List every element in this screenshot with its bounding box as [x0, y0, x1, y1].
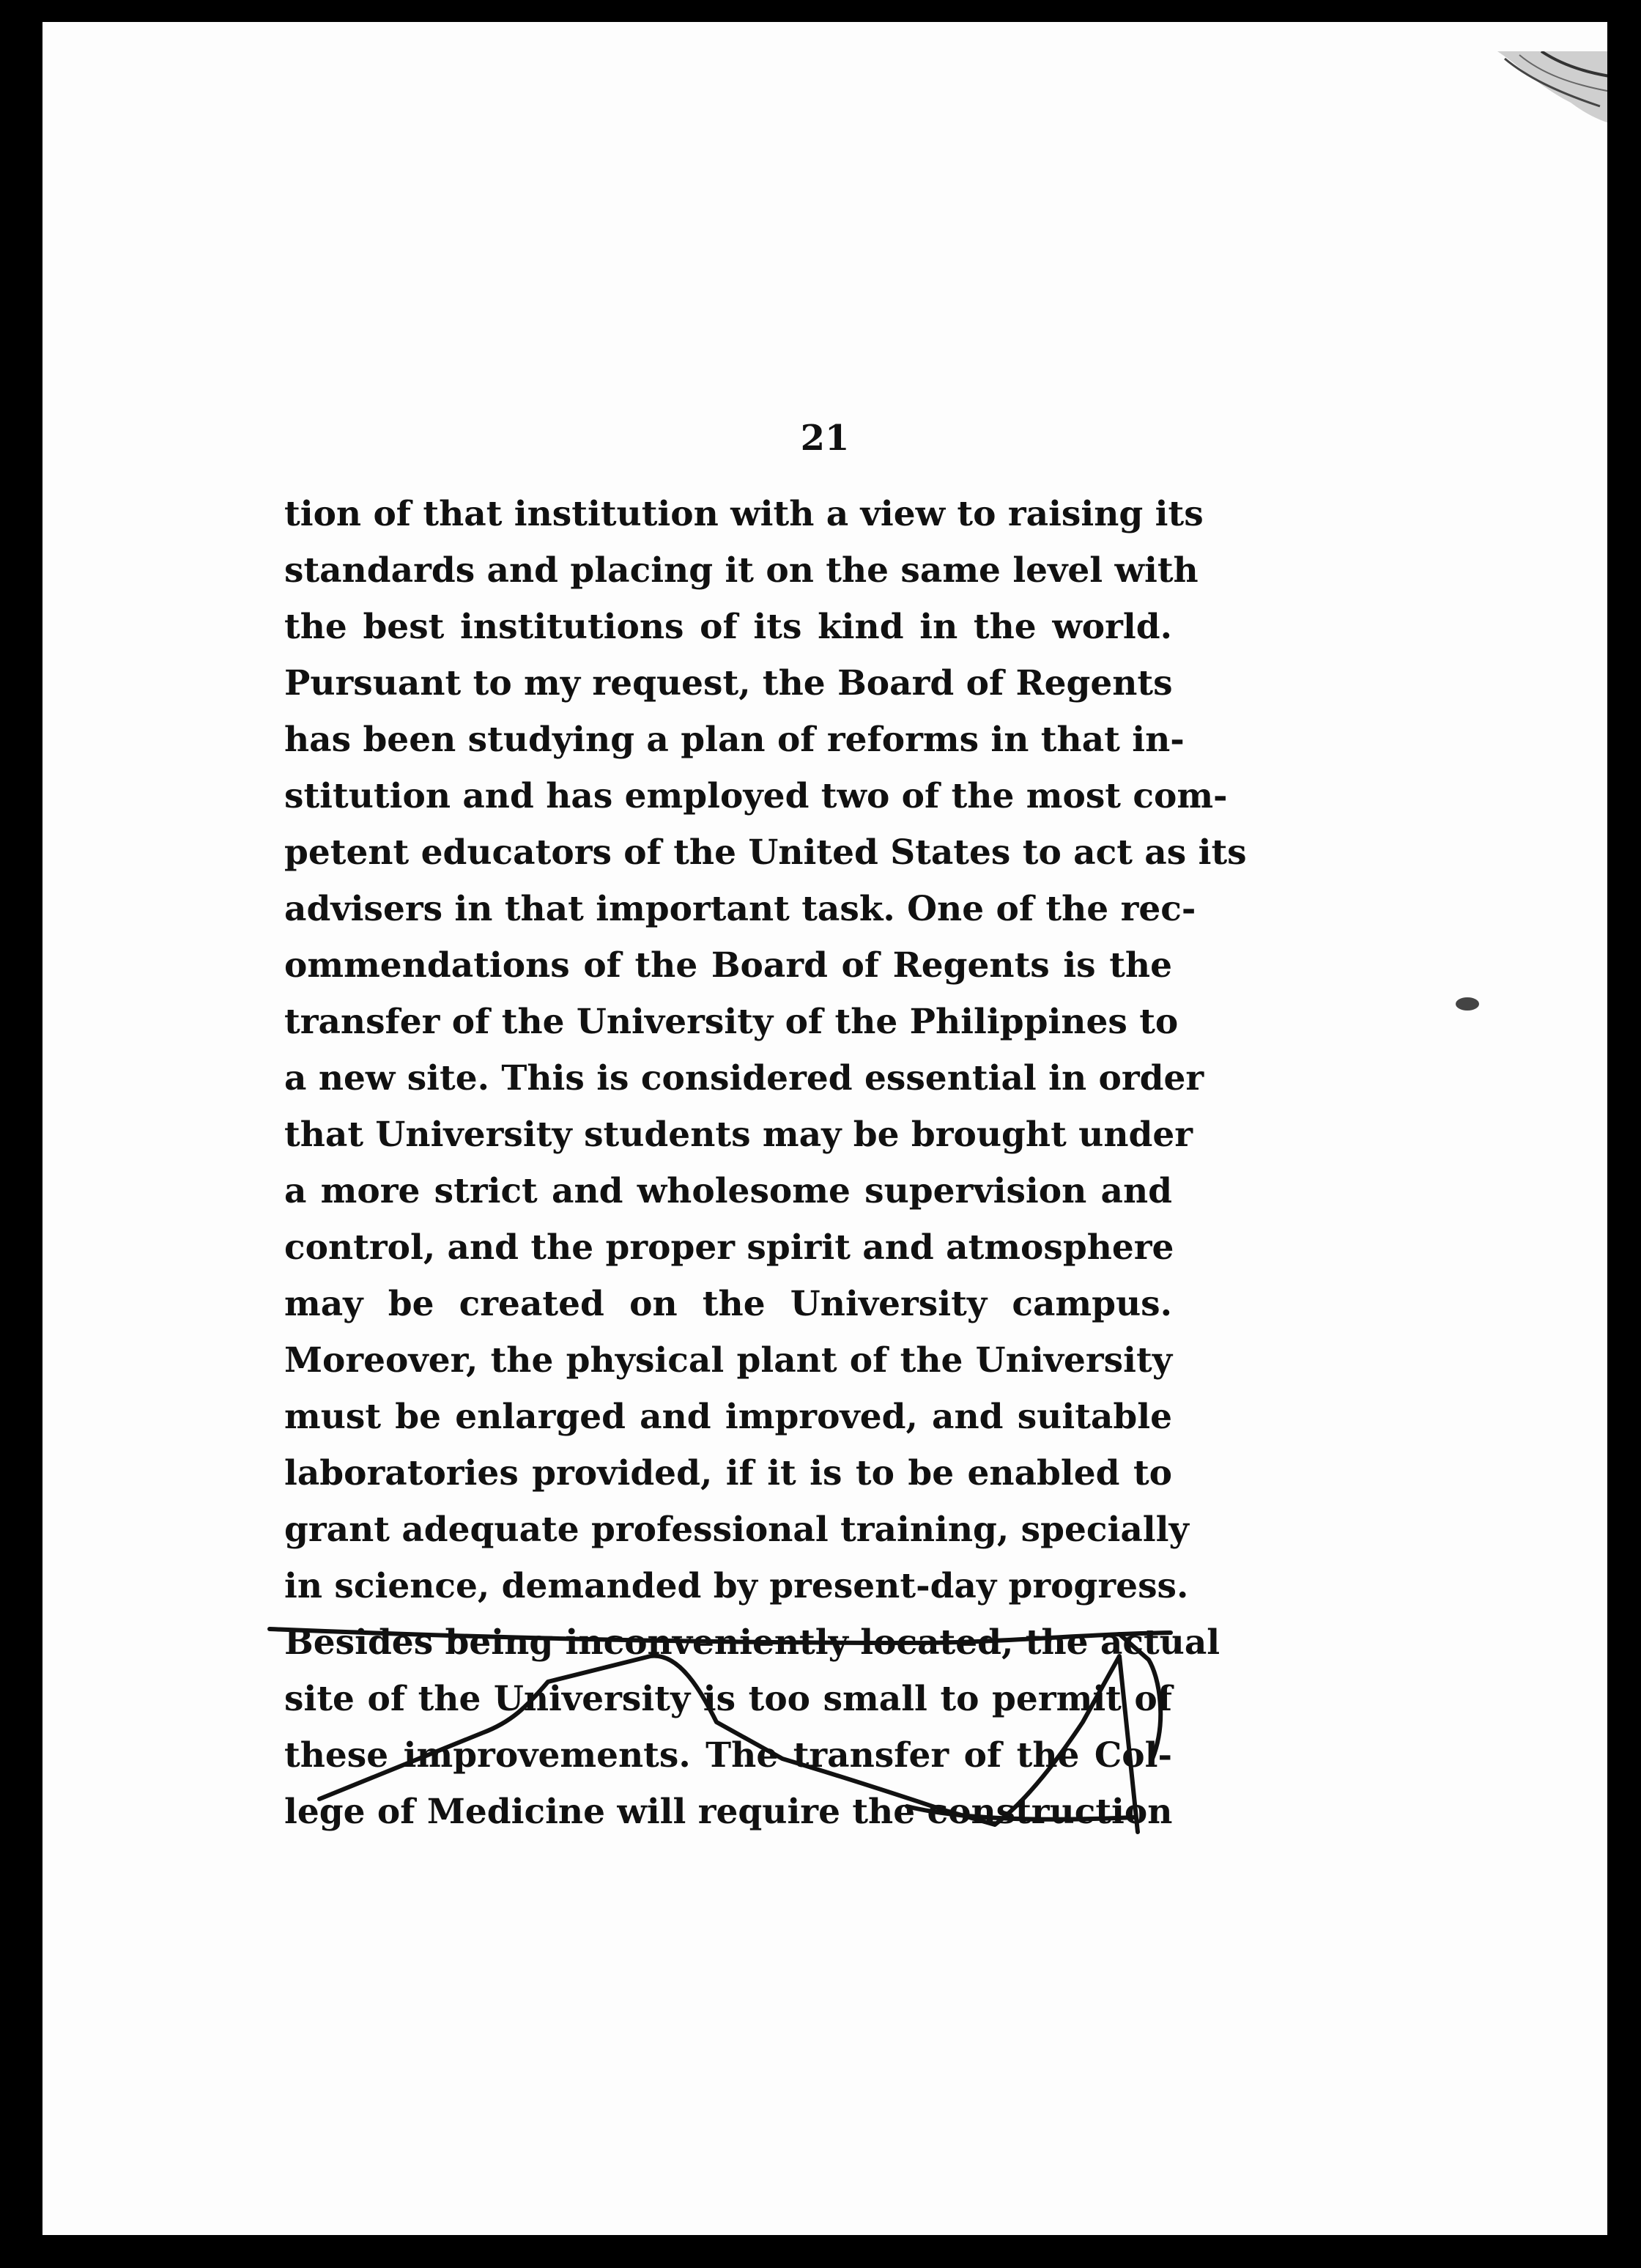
text-line: a new site. This is considered essential in order — [284, 1058, 1204, 1098]
ink-speck — [1453, 993, 1482, 1015]
text-line: that University students may be brought under — [284, 1115, 1193, 1155]
struck-text-line: Besides being inconveniently located, the actual — [284, 1622, 1220, 1663]
text-line: may be created on the University campus. — [284, 1284, 1172, 1324]
pen-strikethrough-marks — [42, 22, 1607, 2235]
text-line: standards and placing it on the same level with — [284, 550, 1199, 591]
text-line: site of the University is too small to permit of — [284, 1679, 1172, 1719]
text-line: a more strict and wholesome supervision and — [284, 1171, 1172, 1211]
strike-line — [270, 1629, 1171, 1643]
scribble-stroke — [319, 1656, 1138, 1832]
text-line: petent educators of the United States to act as its — [284, 832, 1247, 873]
text-line: Pursuant to my request, the Board of Regents — [284, 663, 1173, 703]
text-line: ommendations of the Board of Regents is the — [284, 945, 1172, 986]
text-line: has been studying a plan of reforms in that in- — [284, 720, 1185, 760]
text-line: advisers in that important task. One of the rec- — [284, 889, 1196, 929]
document-page — [42, 22, 1607, 2235]
text-line: in science, demanded by present-day progress. — [284, 1566, 1189, 1606]
text-line: must be enlarged and improved, and suitable — [284, 1397, 1172, 1437]
text-line: stitution and has employed two of the most com- — [284, 776, 1228, 816]
torn-corner — [1453, 51, 1607, 169]
page-number: 21 — [800, 418, 850, 459]
text-line: the best institutions of its kind in the world. — [284, 607, 1172, 647]
text-line: laboratories provided, if it is to be enabled to — [284, 1453, 1172, 1493]
text-line: control, and the proper spirit and atmosphere — [284, 1227, 1174, 1268]
text-line: transfer of the University of the Philippines to — [284, 1002, 1179, 1042]
text-line: grant adequate professional training, specially — [284, 1510, 1189, 1550]
text-line: lege of Medicine will require the construction — [284, 1792, 1173, 1832]
text-line: tion of that institution with a view to raising its — [284, 494, 1204, 534]
text-line: these improvements. The transfer of the Col- — [284, 1735, 1172, 1776]
text-line: Moreover, the physical plant of the University — [284, 1340, 1172, 1381]
